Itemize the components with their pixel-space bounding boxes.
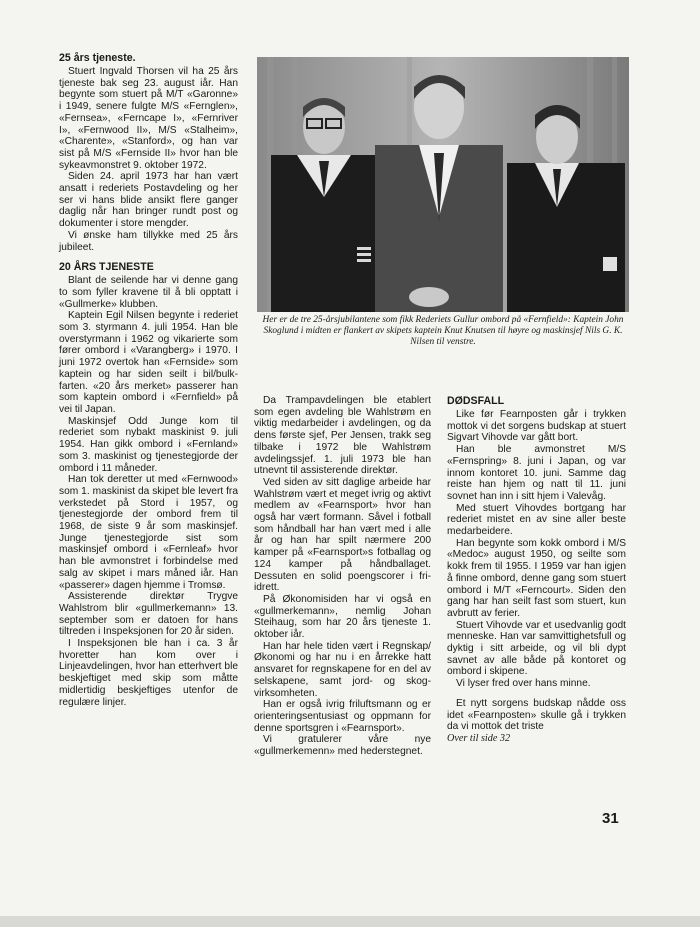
paragraph: Stuert Ingvald Thorsen vil ha 25 års tjeneste bak seg 23. august iår. Han begynte som stuert på M/T «Garonne» i 1949, senere fulgte M/S «Fernglen», «Fernsea», «Ferncape I», «Fernriver I», «Fernwood II», M/S «Stalheim», «Charente», «Stanford», og han var sist på M/S «Fernside II» hvor han ble sykeavmonstret 9. oktober 1972. — [59, 66, 238, 171]
photo-caption: Her er de tre 25-årsjubilantene som fikk Rederiets Gullur ombord på «Fernfield»: Kaptein John Skoglund i midten er flankert av skipets kaptein Knut Knutsen til høyre og maskinsjef Nils G. K. Nilsen til venstre. — [262, 315, 624, 348]
paragraph: Han er også ivrig friluftsmann og er orienteringsentusiast og oppmann for denne sportsgren i «Fearnsport». — [254, 699, 431, 734]
left-column — [59, 52, 238, 708]
paragraph: Blant de seilende har vi denne gang to som fyller kravene til å bli opptatt i «Gullmerke» klubben. — [59, 275, 238, 310]
paragraph: Han tok deretter ut med «Fernwood» som 1. maskinist da skipet ble levert fra verkstedet på Stord i 1957, og tjenestegjorde der ombord frem til 1968, de siste 9 år som maskinsjef. Junge tjenestegjorde sist som maskinsjef ombord i «Fernleaf» hvor han ble avmonstret i forbindelse med salg av skipet i mars måned iår. Han «passerer» dagen hjemme i Tromsø. — [59, 474, 238, 591]
paragraph: Stuert Vihovde var et usedvanlig godt menneske. Han var samvittighetsfull og dyktig i sitt arbeide, og vil bli dypt savnet av alle både på kontoret og ombord i skipene. — [447, 619, 626, 678]
group-photo — [257, 57, 629, 312]
paragraph: Han begynte som kokk ombord i M/S «Medoc» august 1950, og seilte som kokk frem til 1955. I 1959 var han igjen å finne ombord, denne gang som stuert ombord i M/T «Ferncourt». Siden den gang har han seilt fast som stuert, kun avbrutt av ferier. — [447, 537, 626, 619]
middle-column — [254, 395, 431, 758]
paragraph: Vi gratulerer våre nye «gullmerkemenn» med hederstegnet. — [254, 734, 431, 758]
section-heading-25-years: 25 års tjeneste. — [59, 52, 136, 64]
paragraph: Vi ønske ham tillykke med 25 års jubileet. — [59, 229, 238, 253]
paragraph: Vi lyser fred over hans minne. — [456, 678, 591, 690]
page-number: 31 — [602, 810, 619, 827]
paragraph: Maskinsjef Odd Junge kom til rederiet som nybakt maskinist 9. juli 1954. Han gikk ombord i «Fernland» som 3. maskinist og tjenestegjorde der ombord i 11 måneder. — [59, 415, 238, 474]
scan-edge — [0, 916, 700, 927]
paragraph: Han ble avmonstret M/S «Fernspring» 8. juni i Japan, og var innom kontoret 10. juni. Samme dag reiste han hjem og natt til 11. juni sovnet han inn i sitt hjem i Valevåg. — [447, 444, 626, 502]
paragraph: Assisterende direktør Trygve Wahlstrom blir «gullmerkemann» 13. september som er datoen for hans tiltreden i Inspeksjonen for 20 år siden. — [59, 591, 238, 638]
paragraph: Med stuert Vihovdes bortgang har rederiet mistet en av sine aller beste medarbeidere. — [447, 502, 626, 538]
paragraph: Ved siden av sitt daglige arbeide har Wahlstrøm vært et meget ivrig og aktivt medlem av «Fearnsport» hvor han også har vært formann. Såvel i fotball som håndball har han vært med i alle år og han har spilt nærmere 200 kamper på «Fearnsport»s fotballag og 124 kamper på håndballaget. Dessuten en solid poengscorer i fri-idrett. — [254, 476, 431, 594]
section-heading-obituary: DØDSFALL — [447, 395, 505, 407]
paragraph: Da Trampavdelingen ble etablert som egen avdeling ble Wahlstrøm en viktig medarbeider i avdelingen, og da dens første sjef, Per Jensen, trakk seg tilbake i 1972 ble Wahlstrøm avdelingssjef. 1. juli 1973 ble han utnevnt til assisterende direktør. — [254, 395, 431, 477]
paragraph: På Økonomisiden har vi også en «gullmerkemann», nemlig Johan Steihaug, som har 20 års tjeneste 1. oktober iår. — [254, 593, 431, 641]
paragraph: Like før Fearnposten går i trykken mottok vi det sorgens budskap at stuert Sigvart Vihovde var gått bort. — [447, 409, 626, 444]
right-column — [447, 395, 626, 745]
continued-note: Over til side 32 — [447, 732, 511, 744]
paragraph: Siden 24. april 1973 har han vært ansatt i rederiets Postavdeling og her ser vi hans blide ansikt flere ganger daglig når han bringer rundt post og dokumenter i store mengder. — [59, 171, 238, 230]
section-heading-20-years: 20 ÅRS TJENESTE — [59, 261, 154, 274]
paragraph: Kaptein Egil Nilsen begynte i rederiet som 3. styrmann 4. juli 1954. Han ble overstyrmann i 1962 og vikarierte som fører ombord i «Varangberg» i 1970. I juni 1972 overtok han «Fernside» som kaptein og har siden seilt i bil/bulk-farten. «20 års merket» passerer han som kaptein ombord i «Fernfield» på vei til Japan. — [59, 310, 238, 415]
paragraph: I Inspeksjonen ble han i ca. 3 år hvoretter han kom over i Linjeavdelingen, hvor han etterhvert ble beskjeftiget med skip som måtte midlertidig beskjeftiges utenfor de regulære linjer. — [59, 638, 238, 708]
paragraph: Han har hele tiden vært i Regnskap/Økonomi og har nu i en årrekke hatt ansvaret for regnskapene for en del av selskapene, samt jord- og skog-virksomheten. — [254, 640, 431, 699]
paragraph: Et nytt sorgens budskap nådde oss idet «Fearnposten» skulle gå i trykken da vi mottok det triste — [447, 697, 626, 733]
